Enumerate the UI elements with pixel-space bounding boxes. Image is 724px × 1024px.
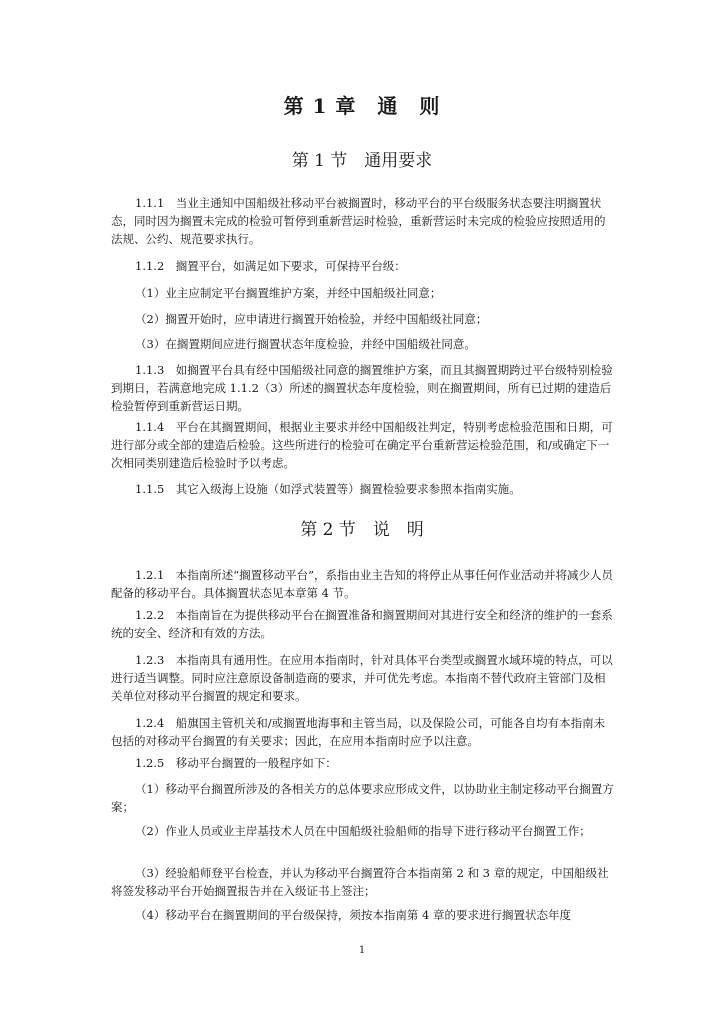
paragraph-1-1-4: 1.1.4 平台在其搁置期间，根据业主要求并经中国船级社判定，特别考虑检验范围和日期，可进行部分或全部的建造后检验。这些所进行的检验可在确定平台重新营运检验范围，和/或确定下一次相同类别建造后检验时予以考虑。 [111,420,613,470]
list-item-7: （4）移动平台在搁置期间的平台级保持，须按本指南第 4 章的要求进行搁置状态年度 [135,908,571,922]
paragraph-1-1-3: 1.1.3 如搁置平台具有经中国船级社同意的搁置维护方案，而且其搁置期跨过平台级特别检验到期日，若满意地完成 1.1.2（3）所述的搁置状态年度检验，则在搁置期间，所有已过期的建造后检验暂停到重新营运日期。 [111,363,613,413]
section-title-1: 第 1 节 通用要求 [291,151,433,171]
list-item-2: （2）搁置开始时，应申请进行搁置开始检验，并经中国船级社同意； [135,312,488,326]
paragraph-1-1-1: 1.1.1 当业主通知中国船级社移动平台被搁置时，移动平台的平台级服务状态要注明搁置状态，同时因为搁置未完成的检验可暂停到重新营运时检验，重新营运时未完成的检验应按照适用的法规、公约、规范要求执行。 [111,196,606,246]
section-title-2: 第 2 节 说 明 [300,520,424,540]
list-item-3: （3）在搁置期间应进行搁置状态年度检验，并经中国船级社同意。 [135,337,476,351]
chapter-title: 第 1 章 通 则 [283,94,441,118]
paragraph-1-2-5: 1.2.5 移动平台搁置的一般程序如下： [135,756,337,770]
list-item-1: （1）业主应制定平台搁置维护方案，并经中国船级社同意； [135,286,442,300]
paragraph-1-2-2: 1.2.2 本指南旨在为提供移动平台在搁置准备和搁置期间对其进行安全和经济的维护的一套系统的安全、经济和有效的方法。 [111,608,613,640]
paragraph-1-2-4: 1.2.4 船旗国主管机关和/或搁置地海事和主管当局，以及保险公司，可能各自均有本指南未包括的对移动平台搁置的有关要求；因此，在应用本指南时应予以注意。 [111,716,606,748]
list-item-5: （2）作业人员或业主岸基技术人员在中国船级社验船师的指导下进行移动平台搁置工作； [135,824,591,838]
paragraph-1-1-2: 1.1.2 搁置平台，如满足如下要求，可保持平台级： [135,259,406,273]
paragraph-1-2-3: 1.2.3 本指南具有通用性。在应用本指南时，针对具体平台类型或搁置水域环境的特点，可以进行适当调整。同时应注意原设备制造商的要求，并可优先考虑。本指南不替代政府主管部门及相关单位对移动平台搁置的规定和要求。 [111,653,613,703]
list-item-4: （1）移动平台搁置所涉及的各相关方的总体要求应形成文件，以协助业主制定移动平台搁置方案； [111,782,614,814]
paragraph-1-2-1: 1.2.1 本指南所述“搁置移动平台”，系指由业主告知的将停止从事任何作业活动并将减少人员配备的移动平台。具体搁置状态见本章第 4 节。 [111,568,614,600]
paragraph-1-1-5: 1.1.5 其它入级海上设施（如浮式装置等）搁置检验要求参照本指南实施。 [135,482,521,496]
page-number: 1 [358,945,366,956]
list-item-6: （3）经验船师登平台检查，并认为移动平台搁置符合本指南第 2 和 3 章的规定，中国船级社将签发移动平台开始搁置报告并在入级证书上签注； [111,866,609,898]
